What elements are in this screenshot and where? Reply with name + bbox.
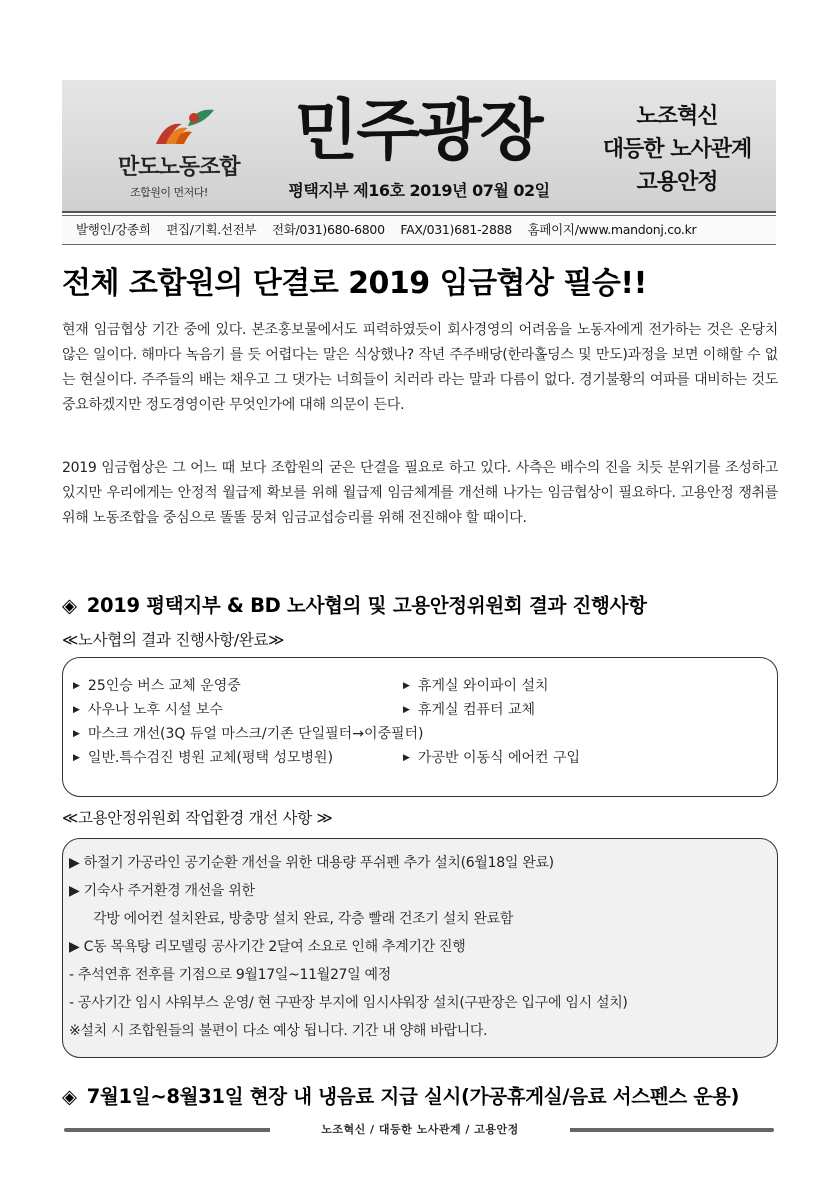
labor-council-subhead: ≪노사협의 결과 진행사항/완료≫: [62, 631, 285, 649]
result-item: ▶ 마스크 개선(3Q 듀얼 마스크/기존 단일필터→이중필터): [73, 726, 424, 742]
main-headline: 전체 조합원의 단결로 2019 임금협상 필승!!: [62, 266, 647, 301]
result-item: ▶ 휴게실 와이파이 설치: [403, 678, 549, 694]
motto-line: 대등한 노사관계: [602, 137, 752, 162]
newspaper-title: 민주광장: [294, 92, 542, 169]
triangle-bullet-icon: ▶: [73, 753, 80, 763]
diamond-bullet-icon: ◈: [62, 594, 77, 617]
triangle-bullet-icon: ▶: [403, 681, 410, 691]
article-paragraph-2: 2019 임금협상은 그 어느 때 보다 조합원의 굳은 단결을 필요로 하고 있다. 사측은 배수의 진을 치듯 분위기를 조성하고 있지만 우리에게는 안정적 월급제 확보를 위해 월급제 임금체계를 개선해 나가는 임금협상이 필요하다. 고용안정 쟁취를 위해 노동조합을 중심으로 똘똘 뭉쳐 임금교섭승리를 위해 전진해야 할 때이다.: [62, 460, 778, 526]
publisher-info-bar: [62, 215, 776, 245]
list-item: [73, 746, 763, 770]
motto: [582, 100, 772, 199]
employment-committee-subhead: ≪고용안정위원회 작업환경 개선 사항 ≫: [62, 809, 333, 827]
employment-committee-box: [62, 838, 778, 1058]
list-item: - 추석연휴 전후를 기점으로 9월17일~11월27일 예정: [69, 967, 391, 983]
motto-line: 고용안정: [636, 170, 718, 195]
section-title-labor-council: [62, 590, 792, 618]
triangle-bullet-icon: ▶: [403, 705, 410, 715]
results-grid: [73, 674, 763, 770]
list-item: - 공사기간 임시 샤워부스 운영/ 현 구판장 부지에 임시샤워장 설치(구판장은 입구에 임시 설치): [69, 995, 628, 1011]
issue-info: 평택지부 제16호 2019년 07월 02일: [288, 181, 550, 200]
result-item: ▶ 가공반 이동식 에어컨 구입: [403, 750, 581, 766]
list-item: ▶ 하절기 가공라인 공기순환 개선을 위한 대용량 푸쉬펜 추가 설치(6월18일 완료): [69, 855, 554, 871]
editor-dept: 편집/기획.선전부: [166, 222, 257, 237]
list-item: [73, 722, 763, 746]
diamond-bullet-icon: ◈: [62, 1085, 77, 1108]
torch-flame-icon: [148, 104, 218, 152]
list-item: ▶ C동 목욕탕 리모델링 공사기간 2달여 소요로 인해 추계기간 진행: [69, 939, 466, 955]
triangle-bullet-icon: ▶: [73, 705, 80, 715]
logo-slogan: 조합원이 먼저다!: [130, 186, 208, 199]
logo-name: 만도노동조합: [118, 154, 240, 180]
footer-motto: 노조혁신 / 대등한 노사관계 / 고용안정: [270, 1120, 570, 1140]
improvement-list: [69, 849, 769, 1045]
list-item: [73, 674, 763, 698]
union-logo: [106, 94, 266, 204]
result-item: ▶ 25인승 버스 교체 운영중: [73, 678, 241, 694]
labor-council-results-box: [62, 657, 778, 797]
masthead: [62, 80, 776, 213]
triangle-bullet-icon: ▶: [403, 753, 410, 763]
result-item: ▶ 일반.특수검진 병원 교체(평택 성모병원): [73, 750, 334, 766]
triangle-bullet-icon: ▶: [73, 681, 80, 691]
notice-note: ※설치 시 조합원들의 불편이 다소 예상 됩니다. 기간 내 양해 바랍니다.: [69, 1023, 488, 1039]
list-item: [73, 698, 763, 722]
homepage-link[interactable]: 홈페이지/www.mandonj.co.kr: [527, 222, 697, 237]
result-item: ▶ 사우나 노후 시설 보수: [73, 702, 223, 718]
fax-number: FAX/031)681-2888: [400, 222, 512, 237]
list-item: ▶ 기숙사 주거환경 개선을 위한: [69, 883, 255, 899]
motto-line: 노조혁신: [636, 104, 718, 129]
list-item: 각방 에어컨 설치완료, 방충망 설치 완료, 각층 빨래 건조기 설치 완료함: [93, 911, 514, 927]
triangle-bullet-icon: ▶: [73, 729, 80, 739]
publisher-name: 발행인/강종희: [76, 222, 151, 237]
article-paragraph-1: 현재 임금협상 기간 중에 있다. 본조홍보물에서도 피력하였듯이 회사경영의 어려움을 노동자에게 전가하는 것은 온당치 않은 일이다. 해마다 녹음기 를 듯 어렵다는 말은 식상했나? 작년 주주배당(한라홀딩스 및 만도)과정을 보면 이해할 수 없는 현실이다. 주주들의 배는 채우고 그 댓가는 너희들이 치러라 라는 말과 다름이 없다. 경기불황의 여파를 대비하는 것도 중요하겠지만 정도경영이란 무엇인가에 대해 의문이 든다.: [62, 322, 778, 413]
section-title-text: 2019 평택지부 & BD 노사협의 및 고용안정위원회 결과 진행사항: [86, 594, 647, 617]
result-item: ▶ 휴게실 컴퓨터 교체: [403, 702, 536, 718]
section-title-text: 7월1일~8월31일 현장 내 냉음료 지급 실시(가공휴게실/음료 서스펜스 운용): [86, 1085, 740, 1108]
phone-number: 전화/031)680-6800: [271, 222, 385, 237]
section-title-cold-drinks: [62, 1081, 792, 1109]
